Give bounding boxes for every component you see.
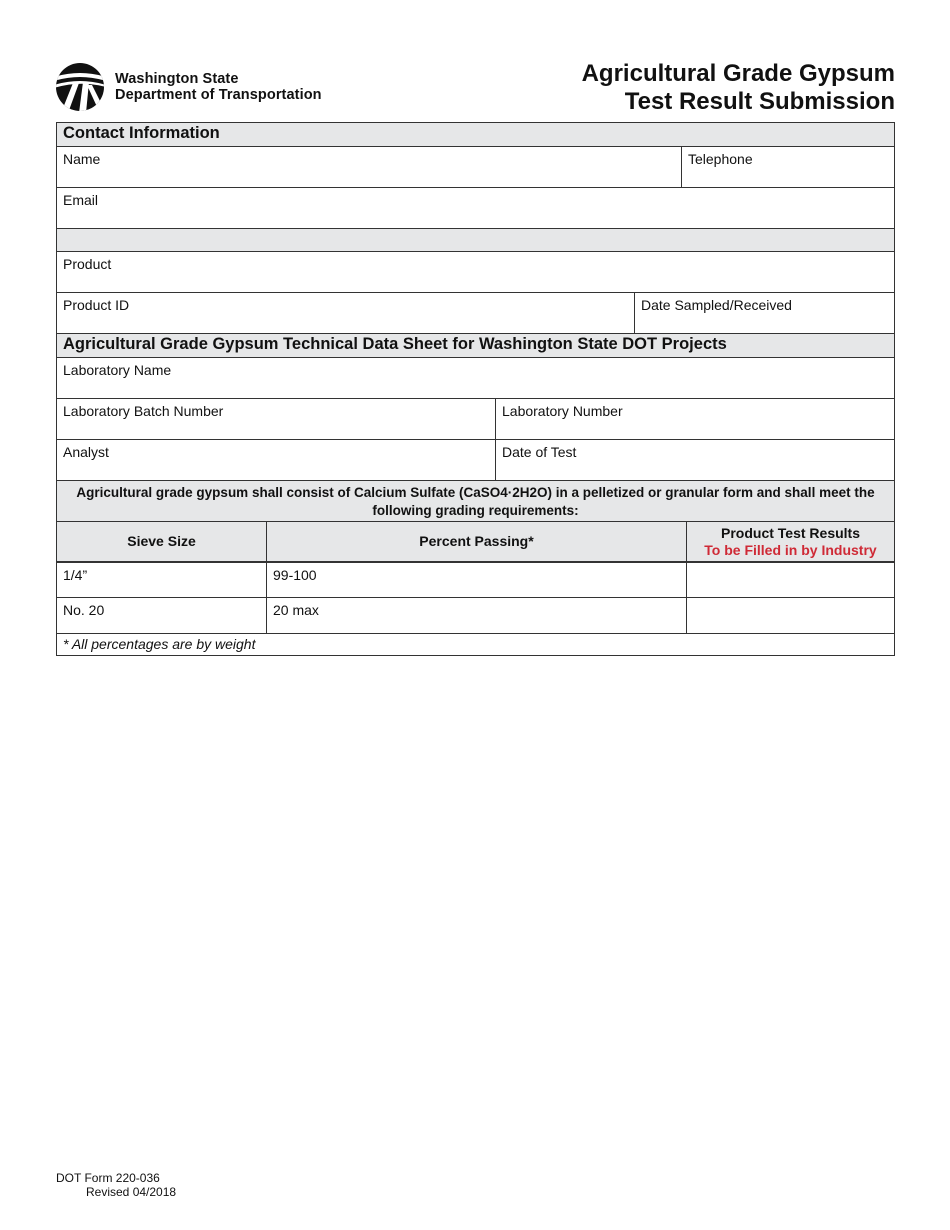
product-field[interactable]: [57, 252, 894, 292]
contact-section-header: [57, 123, 894, 147]
title-line-2: Test Result Submission: [624, 88, 895, 115]
col-product-results: [686, 522, 894, 561]
product-label: Product: [63, 256, 112, 272]
product-row: [57, 252, 894, 293]
form-number: DOT Form 220-036: [56, 1171, 160, 1185]
lab-number-field[interactable]: [495, 399, 894, 439]
section-divider: [57, 229, 894, 252]
tds-section-title: Agricultural Grade Gypsum Technical Data Sheet for Washington State DOT Projects: [63, 335, 727, 353]
logo-line-1: Washington State: [115, 71, 239, 87]
wsdot-logo: [56, 62, 366, 112]
result-input-cell[interactable]: [686, 598, 894, 633]
submission-form: [56, 122, 895, 656]
email-label: Email: [63, 192, 99, 208]
col-percent-passing: Percent Passing*: [266, 522, 686, 561]
page-header: [56, 60, 895, 120]
date-sampled-field[interactable]: [634, 293, 894, 333]
percent-passing-cell: 99-100: [266, 563, 686, 597]
contact-section-title: Contact Information: [63, 124, 220, 142]
contact-row-1: [57, 147, 894, 188]
revision-date: Revised 04/2018: [86, 1185, 177, 1199]
lab-number-label: Laboratory Number: [502, 403, 623, 419]
tds-section-header: [57, 334, 894, 358]
footnote-row: [57, 634, 894, 655]
analyst-row: [57, 440, 894, 481]
analyst-field[interactable]: [57, 440, 495, 480]
lab-batch-row: [57, 399, 894, 440]
col-product-results-sub: To be Filled in by Industry: [704, 541, 877, 558]
contact-row-2: [57, 188, 894, 229]
result-input-cell[interactable]: [686, 563, 894, 597]
wsdot-emblem-icon: [56, 63, 104, 111]
col-sieve-size: Sieve Size: [127, 533, 196, 549]
date-of-test-label: Date of Test: [502, 444, 577, 460]
product-id-label: Product ID: [63, 297, 130, 313]
product-id-row: [57, 293, 894, 334]
product-id-field[interactable]: [57, 293, 634, 333]
lab-name-row: [57, 358, 894, 399]
footnote: * All percentages are by weight: [63, 636, 256, 652]
name-field[interactable]: [57, 147, 681, 187]
percent-passing-cell: 20 max: [266, 598, 686, 633]
telephone-field[interactable]: [681, 147, 894, 187]
lab-name-field[interactable]: [57, 358, 894, 398]
title-line-1: Agricultural Grade Gypsum: [581, 60, 895, 87]
logo-line-2: Department of Transportation: [115, 87, 322, 103]
lab-batch-label: Laboratory Batch Number: [63, 403, 224, 419]
table-row: [57, 598, 894, 634]
table-row: [57, 563, 894, 598]
email-field[interactable]: [57, 188, 894, 228]
requirement-row: [57, 481, 894, 522]
name-label: Name: [63, 151, 101, 167]
date-sampled-label: Date Sampled/Received: [641, 297, 792, 313]
requirement-text: Agricultural grade gypsum shall consist of Calcium Sulfate (CaSO4·2H2O) in a pelletized or granular form and shall meet the following grading requirements:: [76, 485, 875, 518]
page-title: [582, 60, 895, 116]
form-footer: [56, 1171, 176, 1199]
lab-batch-field[interactable]: [57, 399, 495, 439]
col-product-results-label: Product Test Results: [721, 524, 860, 541]
telephone-label: Telephone: [688, 151, 753, 167]
lab-name-label: Laboratory Name: [63, 362, 172, 378]
sieve-size-cell: No. 20: [63, 602, 105, 618]
date-of-test-field[interactable]: [495, 440, 894, 480]
analyst-label: Analyst: [63, 444, 109, 460]
grading-table-header: [57, 522, 894, 563]
sieve-size-cell: 1/4”: [63, 567, 88, 583]
